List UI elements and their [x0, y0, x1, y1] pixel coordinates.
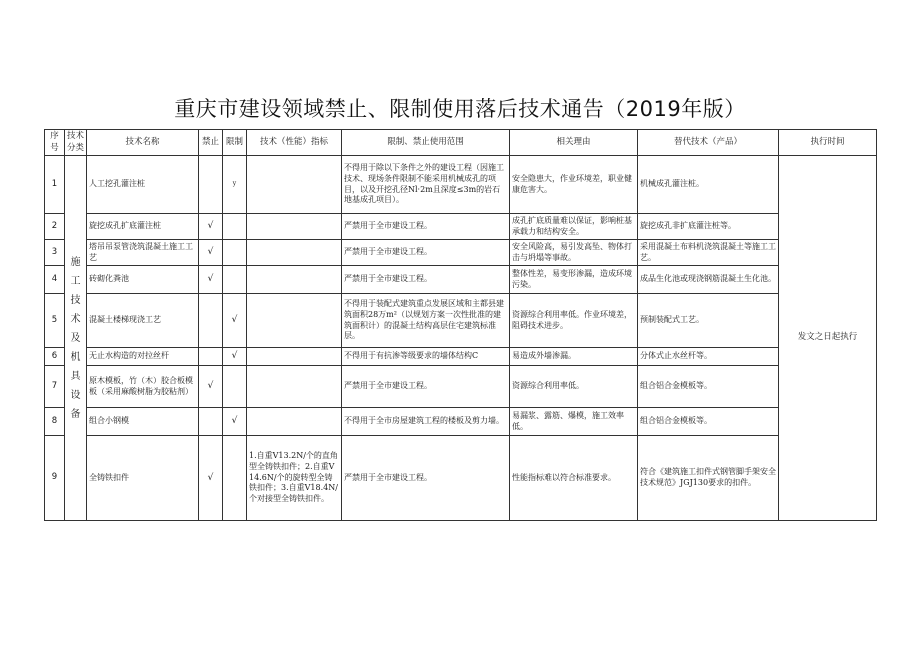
- header-scope: 限制、禁止使用范围: [342, 130, 510, 156]
- row-index: [247, 156, 342, 214]
- row-index: [247, 240, 342, 266]
- row-reason: 资源综合利用率低。作业环境差，阻碍技术进步。: [510, 294, 638, 348]
- notice-table: [44, 129, 877, 521]
- row-restrict: √: [223, 348, 247, 366]
- row-reason: 安全隐患大，作业环境差，职业健康危害大。: [510, 156, 638, 214]
- row-alt: 符合《建筑施工扣件式钢管脚手架安全技术规范》JGJ130要求的扣件。: [638, 436, 779, 521]
- row-scope: 严禁用于全市建设工程。: [342, 266, 510, 294]
- row-forbid: √: [199, 366, 223, 408]
- row-name: 旋挖成孔扩底灌注桩: [87, 214, 199, 240]
- row-forbid: √: [199, 214, 223, 240]
- header-category: 技术分类: [65, 130, 87, 156]
- row-name: 全铸铁扣件: [87, 436, 199, 521]
- category-cell: 施工技术及机具设备: [65, 156, 87, 521]
- header-alt: 替代技术（产品）: [638, 130, 779, 156]
- row-restrict: [223, 366, 247, 408]
- row-reason: 易造成外墙渗漏。: [510, 348, 638, 366]
- exec-time-cell: 发文之日起执行: [779, 156, 877, 521]
- row-alt: 采用混凝土布料机浇筑混凝土等施工工艺。: [638, 240, 779, 266]
- page-title: 重庆市建设领域禁止、限制使用落后技术通告（2019年版）: [174, 97, 746, 121]
- row-alt: 机械成孔灌注桩。: [638, 156, 779, 214]
- row-no: 8: [45, 408, 65, 436]
- row-index: [247, 348, 342, 366]
- table-row: [45, 436, 877, 521]
- row-name: 砖砌化粪池: [87, 266, 199, 294]
- row-index: [247, 408, 342, 436]
- row-alt: 分体式止水丝杆等。: [638, 348, 779, 366]
- header-name: 技术名称: [87, 130, 199, 156]
- table-row: [45, 366, 877, 408]
- row-name: 组合小钢模: [87, 408, 199, 436]
- row-scope: 不得用于装配式建筑重点发展区域和主都县建筑面积28万m²（以规划方案一次性批准的建筑面积计）的混凝土结构高层住宅建筑标准层。: [342, 294, 510, 348]
- row-forbid: [199, 156, 223, 214]
- row-restrict: [223, 214, 247, 240]
- row-alt: 成品生化池或现浇钢筋混凝土生化池。: [638, 266, 779, 294]
- row-index: [247, 214, 342, 240]
- row-forbid: [199, 408, 223, 436]
- row-name: 原木模板，竹（木）胶合板模板（采用麻酸树脂为胶粘剂）: [87, 366, 199, 408]
- table-row: [45, 294, 877, 348]
- row-forbid: √: [199, 240, 223, 266]
- table-row: [45, 408, 877, 436]
- header-reason: 相关理由: [510, 130, 638, 156]
- row-reason: 整体性差，易变形渗漏，造成环境污染。: [510, 266, 638, 294]
- row-no: 1: [45, 156, 65, 214]
- row-index: [247, 294, 342, 348]
- row-forbid: [199, 294, 223, 348]
- row-scope: 不得用于全市房屋建筑工程的楼板及剪力墙。: [342, 408, 510, 436]
- row-scope: 不得用于有抗渗等级要求的墙体结构C: [342, 348, 510, 366]
- row-no: 4: [45, 266, 65, 294]
- row-forbid: √: [199, 436, 223, 521]
- row-scope: 严禁用于全市建设工程。: [342, 240, 510, 266]
- header-index: 技术（性能）指标: [247, 130, 342, 156]
- table-row: [45, 240, 877, 266]
- row-no: 6: [45, 348, 65, 366]
- row-index: 1.自重V13.2N/个的直角型全铸铁扣件；2.自重V14.6N/个的旋转型全铸铁扣件；3.自重V18.4N/个对接型全铸铁扣件。: [247, 436, 342, 521]
- row-scope: 严禁用于全市建设工程。: [342, 436, 510, 521]
- row-restrict: y: [223, 156, 247, 214]
- row-reason: 成孔扩底质量难以保证，影响桩基承载力和结构安全。: [510, 214, 638, 240]
- header-no: 序号: [45, 130, 65, 156]
- row-no: 9: [45, 436, 65, 521]
- table-row: [45, 214, 877, 240]
- row-alt: 旋挖成孔非扩底灌注桩等。: [638, 214, 779, 240]
- row-index: [247, 366, 342, 408]
- row-alt: 组合铝合金模板等。: [638, 366, 779, 408]
- row-no: 2: [45, 214, 65, 240]
- row-name: 塔吊吊泵管浇筑混凝土施工工艺: [87, 240, 199, 266]
- row-name: 人工挖孔灌注桩: [87, 156, 199, 214]
- row-no: 5: [45, 294, 65, 348]
- row-restrict: [223, 240, 247, 266]
- row-no: 3: [45, 240, 65, 266]
- row-scope: 不得用于除以下条件之外的建设工程（因施工技术、现场条件限制不能采用机械成孔的项目，以及开挖孔径Nl·2m且深度≤3m的岩石地基成孔项目）。: [342, 156, 510, 214]
- table-header-row: [45, 130, 877, 156]
- header-exec: 执行时间: [779, 130, 877, 156]
- row-alt: 组合铝合金模板等。: [638, 408, 779, 436]
- row-forbid: [199, 348, 223, 366]
- row-name: 混凝土楼梯现浇工艺: [87, 294, 199, 348]
- row-reason: 安全风险高，易引发高坠、物体打击与坍塌等事故。: [510, 240, 638, 266]
- header-forbid: 禁止: [199, 130, 223, 156]
- row-alt: 预制装配式工艺。: [638, 294, 779, 348]
- row-restrict: √: [223, 408, 247, 436]
- row-name: 无止水构造的对拉丝杆: [87, 348, 199, 366]
- row-scope: 严禁用于全市建设工程。: [342, 214, 510, 240]
- row-no: 7: [45, 366, 65, 408]
- table-row: [45, 156, 877, 214]
- row-forbid: √: [199, 266, 223, 294]
- table-row: [45, 348, 877, 366]
- row-reason: 资源综合利用率低。: [510, 366, 638, 408]
- row-restrict: [223, 266, 247, 294]
- table-row: [45, 266, 877, 294]
- header-restrict: 限制: [223, 130, 247, 156]
- row-reason: 性能指标难以符合标准要求。: [510, 436, 638, 521]
- row-scope: 严禁用于全市建设工程。: [342, 366, 510, 408]
- row-index: [247, 266, 342, 294]
- row-reason: 易漏浆、露筋、爆模，施工效率低。: [510, 408, 638, 436]
- row-restrict: √: [223, 294, 247, 348]
- row-restrict: [223, 436, 247, 521]
